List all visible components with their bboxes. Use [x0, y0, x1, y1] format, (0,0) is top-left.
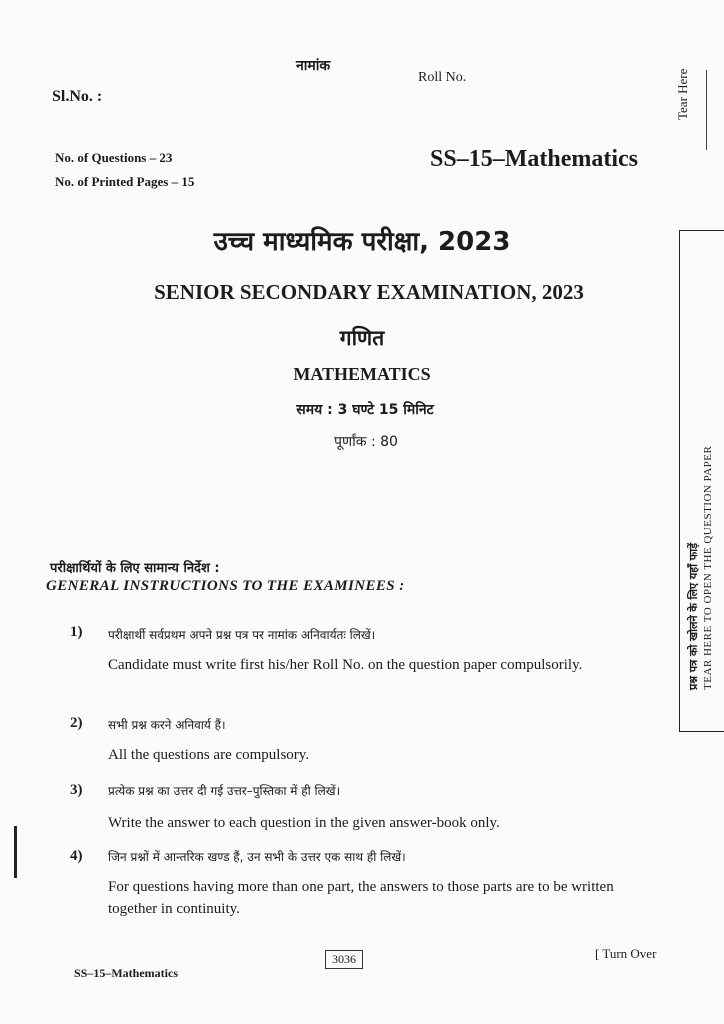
turn-over-label: [ Turn Over: [595, 946, 657, 961]
footer-subject-code: SS–15–Mathematics: [74, 966, 178, 980]
max-marks: पूर्णांक : 80: [334, 434, 398, 450]
namank-label: नामांक: [296, 58, 331, 74]
serial-no-label: Sl.No. :: [52, 88, 103, 105]
tear-line: [706, 70, 707, 150]
page-number-box: 3036: [325, 950, 363, 969]
exam-title-english: SENIOR SECONDARY EXAMINATION, 2023: [154, 280, 584, 304]
roll-no-label: Roll No.: [418, 70, 467, 85]
instruction-english: All the questions are compulsory.: [108, 747, 310, 763]
instruction-number: 2): [70, 715, 83, 731]
instruction-hindi: सभी प्रश्न करने अनिवार्य हैं।: [108, 718, 226, 732]
binding-mark: [14, 826, 17, 878]
number-of-questions: No. of Questions – 23: [55, 150, 173, 165]
instructions-heading-hindi: परीक्षार्थियों के लिए सामान्य निर्देश :: [50, 561, 220, 576]
instruction-hindi: परीक्षार्थी सर्वप्रथम अपने प्रश्न पत्र पर नामांक अनिवार्यतः लिखें।: [108, 628, 376, 642]
tear-strip-english: TEAR HERE TO OPEN THE QUESTION PAPER: [702, 445, 714, 690]
instruction-number: 1): [70, 624, 83, 640]
subject-code: SS–15–Mathematics: [430, 146, 638, 172]
instructions-heading-english: GENERAL INSTRUCTIONS TO THE EXAMINEES :: [46, 578, 405, 594]
instruction-english: For questions having more than one part, the answers to those parts are to be written together in continuity.: [108, 879, 614, 917]
exam-time: समय : 3 घण्टे 15 मिनिट: [296, 402, 434, 418]
instruction-hindi: जिन प्रश्नों में आन्तरिक खण्ड हैं, उन सभी के उत्तर एक साथ ही लिखें।: [108, 850, 406, 864]
subject-hindi: गणित: [339, 326, 385, 350]
instruction-english: Candidate must write first his/her Roll No. on the question paper compulsorily.: [108, 657, 583, 673]
instruction-hindi: प्रत्येक प्रश्न का उत्तर दी गई उत्तर–पुस्तिका में ही लिखें।: [108, 784, 341, 798]
tear-strip-hindi: प्रश्न पत्र को खोलने के लिए यहाँ फाड़ें: [687, 543, 700, 690]
subject-english: MATHEMATICS: [293, 364, 431, 384]
instruction-number: 4): [70, 848, 83, 864]
instruction-english: Write the answer to each question in the given answer-book only.: [108, 815, 500, 831]
instruction-number: 3): [70, 782, 83, 798]
exam-title-hindi: उच्च माध्यमिक परीक्षा, 2023: [213, 227, 511, 257]
number-of-printed-pages: No. of Printed Pages – 15: [55, 174, 195, 189]
tear-here-label: Tear Here: [675, 68, 690, 120]
